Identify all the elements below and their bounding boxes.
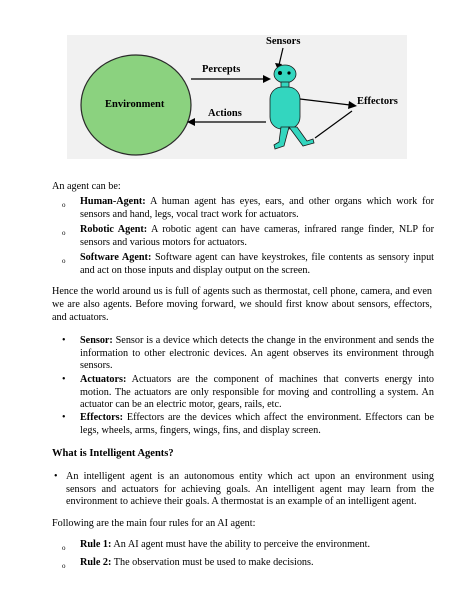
list-item xyxy=(62,539,434,552)
agent-head xyxy=(274,65,296,83)
section-heading: What is Intelligent Agents? xyxy=(52,448,174,459)
list-item xyxy=(62,412,434,437)
list-item xyxy=(62,557,434,570)
list-marker: o xyxy=(62,257,66,265)
definition: The observation must be used to make decisions. xyxy=(111,557,314,568)
diagram-graphic xyxy=(67,35,407,159)
list-marker: o xyxy=(62,562,66,570)
effectors-arrow-lower xyxy=(315,111,352,138)
percepts-label: Percepts xyxy=(202,64,241,75)
effectors-arrowhead-upper xyxy=(348,101,357,109)
list-marker: • xyxy=(54,471,58,482)
sensors-arrow xyxy=(279,48,283,65)
term: Rule 1: xyxy=(80,539,112,550)
effectors-label: Effectors xyxy=(357,96,398,107)
definition: Effectors are the devices which affect the environment. Effectors can be legs, wheels, arms, fingers, wings, fins, and display screen. xyxy=(80,412,434,436)
term: Human-Agent: xyxy=(80,196,146,207)
list-item xyxy=(62,374,434,412)
effectors-arrow-upper xyxy=(300,99,350,105)
definition: Sensor is a device which detects the change in the environment and sends the information to other electronic devices. An agent observes its environment through sensors. xyxy=(80,335,434,372)
definition: A robotic agent can have cameras, infrared range finder, NLP for sensors and various motors for actuators. xyxy=(80,224,434,248)
list-item xyxy=(62,335,434,373)
definition: An intelligent agent is an autonomous entity which act upon an environment using sensors and actuators for achieving goals. An intelligent agent may learn from the environment to achieve their goals. A thermostat is an example of an intelligent agent. xyxy=(66,471,434,508)
intro-text: An agent can be: xyxy=(52,181,121,192)
term: Rule 2: xyxy=(80,557,112,568)
agent-environment-diagram xyxy=(67,35,407,159)
list-item xyxy=(62,224,434,249)
actions-label: Actions xyxy=(208,108,242,119)
list-marker: o xyxy=(62,544,66,552)
definition: Software agent can have keystrokes, file contents as sensory input and act on those inputs and display output on the screen. xyxy=(80,252,434,276)
term: Sensor: xyxy=(80,335,113,346)
list-marker: o xyxy=(62,201,66,209)
agent-robot xyxy=(270,65,314,149)
term: Software Agent: xyxy=(80,252,152,263)
body-paragraph: Hence the world around us is full of agents such as thermostat, cell phone, camera, and even we are also agents. Before moving forward, we should first know about sensors, effectors, and actuators. xyxy=(52,286,432,323)
term: Effectors: xyxy=(80,412,123,423)
agent-eye-left xyxy=(278,71,282,75)
list-marker: • xyxy=(62,335,66,346)
agent-leg-left xyxy=(274,127,289,149)
rules-intro: Following are the main four rules for an AI agent: xyxy=(52,518,256,529)
definition: A human agent has eyes, ears, and other organs which work for sensors and hand, legs, vocal tract work for actuators. xyxy=(80,196,434,220)
list-marker: • xyxy=(62,412,66,423)
agent-leg-right xyxy=(289,127,314,146)
agent-eye-right xyxy=(287,71,290,74)
term: Robotic Agent: xyxy=(80,224,148,235)
definition: Actuators are the component of machines that converts energy into motion. The actuators are only responsible for moving and controlling a system. An actuator can be an electric motor, gears, rails, etc. xyxy=(80,374,434,411)
agent-body xyxy=(270,87,300,129)
definition: An AI agent must have the ability to perceive the environment. xyxy=(111,539,370,550)
list-marker: o xyxy=(62,229,66,237)
sensors-label: Sensors xyxy=(266,36,301,47)
percepts-arrowhead xyxy=(263,75,271,83)
environment-label: Environment xyxy=(105,99,165,110)
list-item xyxy=(62,252,434,277)
term: Actuators: xyxy=(80,374,127,385)
list-item xyxy=(54,471,434,509)
list-item xyxy=(62,196,434,221)
list-marker: • xyxy=(62,374,66,385)
